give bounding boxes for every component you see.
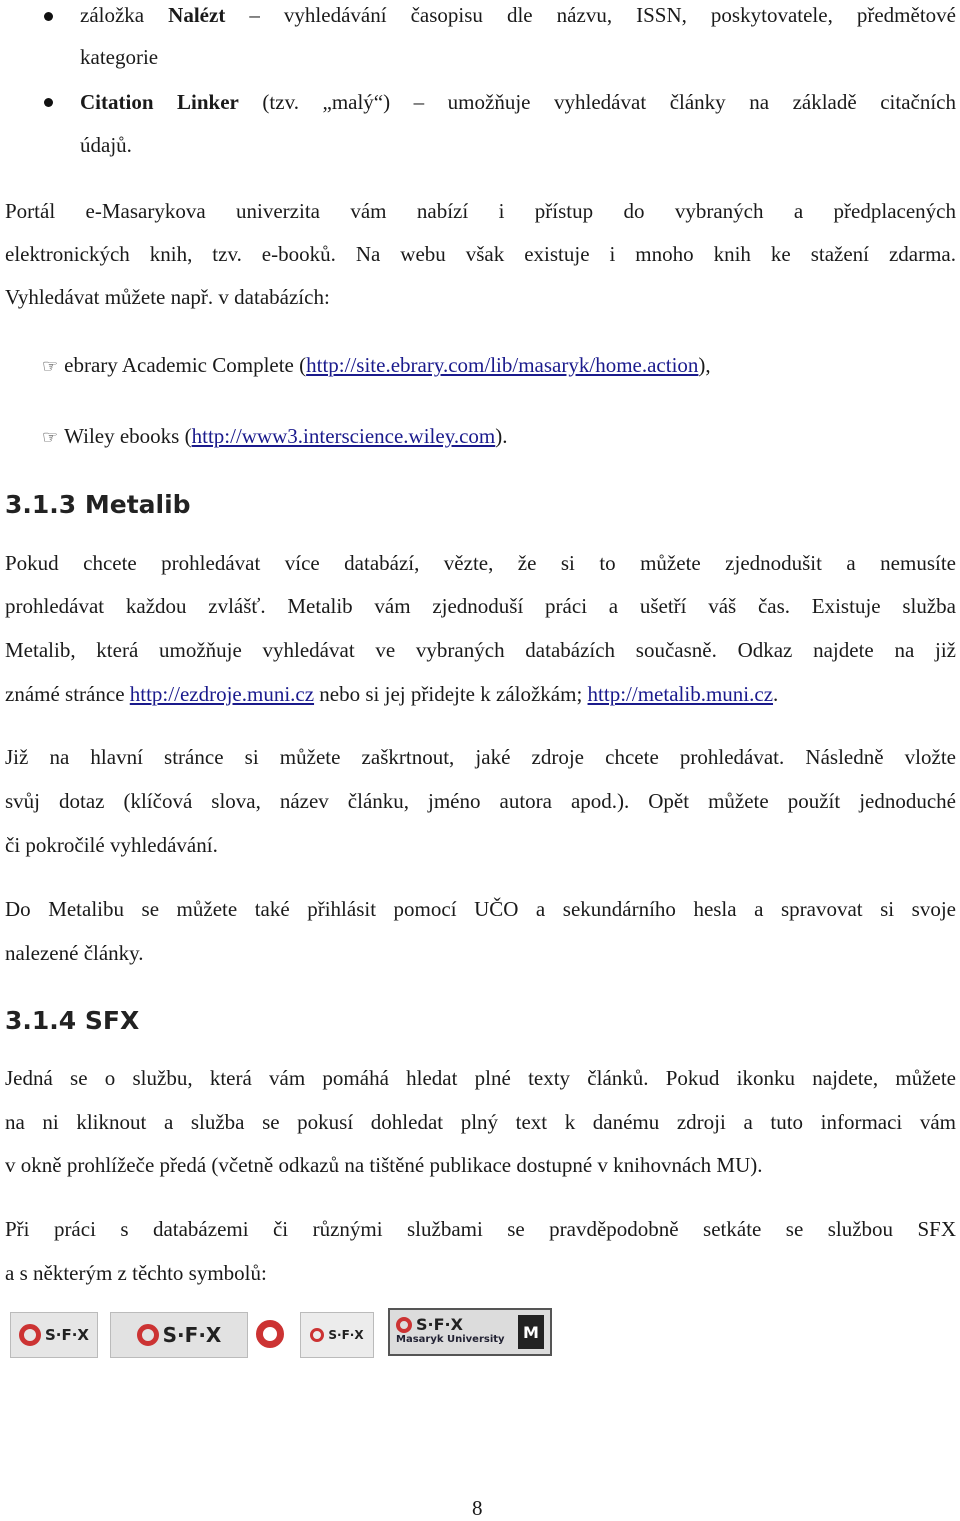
sfx-p2-line2: a s některým z těchto symbolů: bbox=[5, 1261, 267, 1285]
sfx-swirl-icon bbox=[19, 1324, 41, 1346]
ebrary-link[interactable]: http://site.ebrary.com/lib/masaryk/home.action bbox=[306, 353, 699, 377]
sfx-logo-3 bbox=[256, 1312, 288, 1356]
bullet-item-citation-cont: údajů. bbox=[80, 133, 132, 157]
sfx-swirl-icon bbox=[396, 1317, 412, 1333]
paragraph-portal-line3: Vyhledávat můžete např. v databázích: bbox=[5, 285, 330, 309]
resource-wiley: ☞ Wiley ebooks (http://www3.interscience.wiley.com). bbox=[42, 423, 960, 451]
sfx-swirl-icon bbox=[256, 1320, 284, 1348]
metalib-link[interactable]: http://metalib.muni.cz bbox=[587, 682, 774, 706]
metalib-p2-line3: či pokročilé vyhledávání. bbox=[5, 833, 218, 857]
sfx-swirl-icon bbox=[310, 1328, 324, 1342]
bullet-item-citation-linker: Citation Linker (tzv. „malý“) – umožňuje vyhledávat články na základě citačních bbox=[80, 90, 957, 114]
masaryk-logo-text: S·F·X Masaryk University bbox=[396, 1315, 505, 1345]
paragraph-portal-line2: elektronických knih, tzv. e-booků. Na webu však existuje i mnoho knih ke stažení zdarma. bbox=[5, 242, 956, 266]
sfx-swirl-icon bbox=[137, 1324, 159, 1346]
section-heading-sfx: 3.1.4 SFX bbox=[5, 1006, 140, 1035]
paragraph-portal-line1: Portál e-Masarykova univerzita vám nabízí i přístup do vybraných a předplacených bbox=[5, 199, 956, 223]
resource-ebrary: ☞ ebrary Academic Complete (http://site.ebrary.com/lib/masaryk/home.action), bbox=[42, 352, 960, 380]
metalib-p1-line2: prohledávat každou zvlášť. Metalib vám zjednoduší práci a ušetří váš čas. Existuje služba bbox=[5, 594, 956, 618]
sfx-p2-line1: Při práci s databázemi či různými službami se pravděpodobně setkáte se službou SFX bbox=[5, 1217, 956, 1241]
pointing-hand-icon: ☞ bbox=[42, 356, 59, 377]
metalib-p1-line3: Metalib, která umožňuje vyhledávat ve vybraných databázích současně. Odkaz najdete na již bbox=[5, 638, 956, 662]
pointing-hand-icon: ☞ bbox=[42, 427, 59, 448]
metalib-p1-line4: známé stránce http://ezdroje.muni.cz nebo si jej přidejte k záložkám; http://metalib.muni.cz. bbox=[5, 682, 779, 706]
sfx-logo-masaryk bbox=[388, 1308, 552, 1356]
metalib-p3-line1: Do Metalibu se můžete také přihlásit pomocí UČO a sekundárního hesla a spravovat si svoje bbox=[5, 897, 956, 921]
wiley-link[interactable]: http://www3.interscience.wiley.com bbox=[191, 424, 496, 448]
section-heading-metalib: 3.1.3 Metalib bbox=[5, 490, 191, 519]
sfx-p1-line2: na ni kliknout a služba se pokusí dohledat plný text k danému zdroji a tuto informaci vám bbox=[5, 1110, 956, 1134]
page-number: 8 bbox=[472, 1496, 483, 1520]
metalib-p3-line2: nalezené články. bbox=[5, 941, 144, 965]
sfx-logo-4: S·F·X bbox=[300, 1312, 374, 1358]
metalib-p2-line2: svůj dotaz (klíčová slova, název článku, jméno autora apod.). Opět můžete použít jednoduché bbox=[5, 789, 956, 813]
bullet-item-nalezt-cont: kategorie bbox=[80, 45, 159, 69]
sfx-p1-line1: Jedná se o službu, která vám pomáhá hledat plné texty článků. Pokud ikonku najdete, můžete bbox=[5, 1066, 956, 1090]
sfx-logo-2: S·F·X bbox=[110, 1312, 248, 1358]
bullet-icon bbox=[44, 98, 53, 107]
bullet-item-nalezt: záložka Nalézt – vyhledávání časopisu dle názvu, ISSN, poskytovatele, předmětové bbox=[80, 3, 956, 27]
sfx-p1-line3: v okně prohlížeče předá (včetně odkazů na tištěné publikace dostupné v knihovnách MU). bbox=[5, 1153, 763, 1177]
sfx-logo-1: S·F·X bbox=[10, 1312, 98, 1358]
bullet-icon bbox=[44, 12, 53, 21]
metalib-p1-line1: Pokud chcete prohledávat více databází, vězte, že si to můžete zjednodušit a nemusíte bbox=[5, 551, 956, 575]
masaryk-crest-icon: M bbox=[518, 1315, 544, 1349]
ezdroje-link[interactable]: http://ezdroje.muni.cz bbox=[129, 682, 315, 706]
metalib-p2-line1: Již na hlavní stránce si můžete zaškrtnout, jaké zdroje chcete prohledávat. Následně vložte bbox=[5, 745, 956, 769]
